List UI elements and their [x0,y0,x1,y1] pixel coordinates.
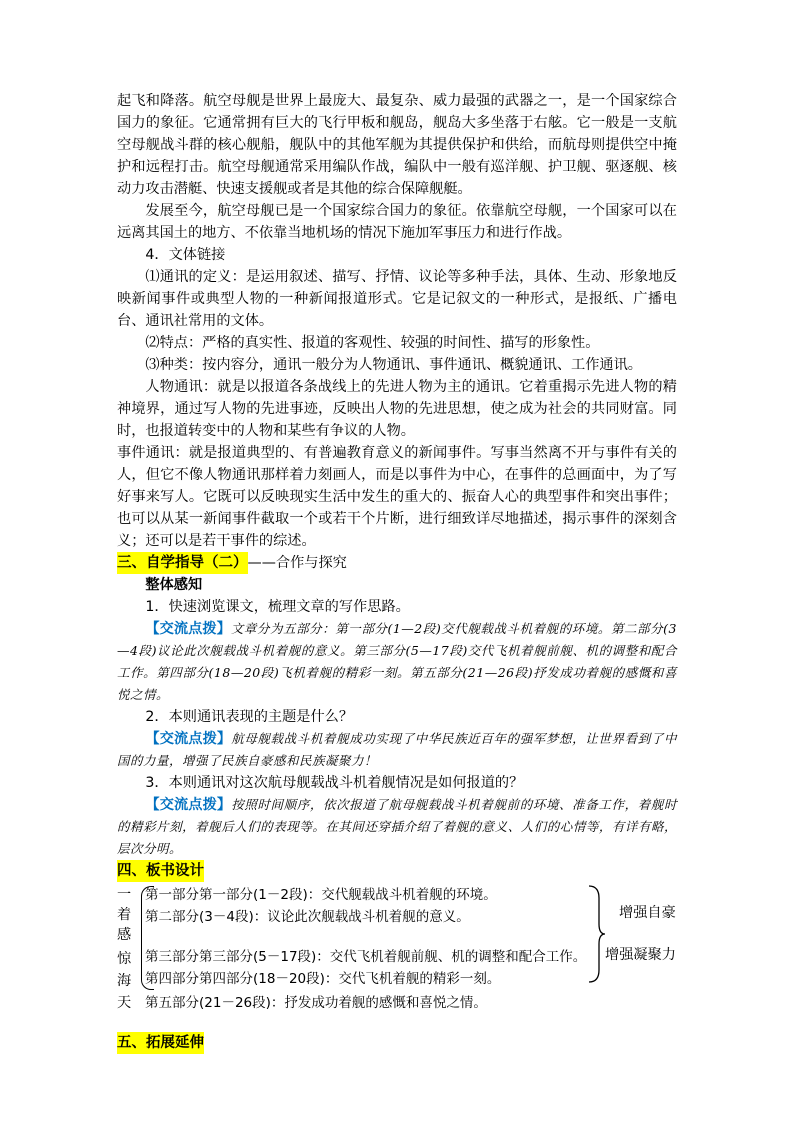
item-genre-link: 4．文体链接 [145,247,226,263]
board-vertical-char: 着 [117,907,132,923]
board-vertical-char: 海 [117,973,132,989]
answer-1-text: 文章分为五部分：第一部分(1—2段)交代舰载战斗机着舰的环境。第二部分(3—4段)议论此次舰载战斗机着舰的意义。第三部分(5—17段)交代飞机着舰前舰、机的调整和配合工作。第四部分(18—20段)飞机着舰的精彩一刻。第五部分(21—26段)抒发成功着舰的感慨和喜悦之情。 [117,621,677,702]
board-vertical-char: 感 [117,927,132,943]
question-3: 3．本则通讯对这次航母舰载战斗机着舰情况是如何报道的？ [145,775,524,791]
board-row: 第四部分第四部分(18－20段)：交代飞机着舰的精彩一刻。 [145,971,501,987]
board-vertical-char: 天 [117,995,132,1011]
answer-3-text: 按照时间顺序，依次报道了航母舰载战斗机着舰前的环境、准备工作，着舰时的精彩片刻，着舰后人们的表现等。在其间还穿插介绍了着舰的意义、人们的心情等，有详有略，层次分明。 [117,797,677,856]
paragraph-development: 发展至今，航空母舰已是一个国家综合国力的象征。依靠航空母舰，一个国家可以在远离其国土的地方、不依靠当地机场的情况下施加军事压力和进行作战。 [117,203,677,241]
answer-3 [117,794,677,860]
definition-news: ⑴通讯的定义：是运用叙述、描写、抒情、议论等多种手法，具体、生动、形象地反映新闻事件或典型人物的一种新闻报道形式。它是记叙文的一种形式，是报纸、广播电台、通讯社常用的文体。 [117,269,677,329]
question-1: 1．快速浏览课文，梳理文章的写作思路。 [145,599,410,615]
overall-perception: 整体感知 [145,577,203,593]
board-vertical-char: 惊 [117,951,132,967]
board-row: 第一部分第一部分(1－2段)：交代舰载战斗机着舰的环境。 [145,887,497,903]
board-row: 第二部分(3－4段)：议论此次舰载战斗机着舰的意义。 [145,909,470,925]
question-2: 2．本则通讯表现的主题是什么？ [145,709,354,725]
definition-types: ⑶种类：按内容分，通讯一般分为人物通讯、事件通讯、概貌通讯、工作通讯。 [145,357,642,373]
answer-tag: 【交流点拨】 [145,797,232,813]
answer-tag: 【交流点拨】 [145,731,232,747]
right-brace-icon [587,884,607,984]
answer-2-text: 航母舰载战斗机着舰成功实现了中华民族近百年的强军梦想，让世界看到了中国的力量，增强了民族自豪感和民族凝聚力！ [117,731,677,768]
section-4-heading [117,860,677,882]
answer-1 [117,618,677,706]
document-page [117,90,677,1054]
answer-tag: 【交流点拨】 [145,621,231,637]
definition-features: ⑵特点：严格的真实性、报道的客观性、较强的时间性、描写的形象性。 [145,335,600,351]
spacer [117,1014,677,1032]
section-3-heading [117,552,677,574]
board-vertical-char: 一 [117,887,132,903]
people-news: 人物通讯：就是以报道各条战线上的先进人物为主的通讯。它着重揭示先进人物的精神境界，通过写人物的先进事迹，反映出人物的先进思想，使之成为社会的共同财富。同时，也报道转变中的人物和某些有争议的人物。 [117,379,677,439]
board-right-cohesion: 增强凝聚力 [605,947,676,963]
board-right-pride: 增强自豪 [619,905,676,921]
board-row: 第三部分第三部分(5－17段)：交代飞机着舰前舰、机的调整和配合工作。 [145,949,587,965]
section-4-title: 四、板书设计 [117,860,204,882]
section-3-title: 三、自学指导（二） [117,552,248,574]
section-5-title: 五、拓展延伸 [117,1032,204,1054]
section-3-subtitle: ——合作与探究 [247,555,347,571]
board-row: 第五部分(21－26段)：抒发成功着舰的感慨和喜悦之情。 [145,995,487,1011]
answer-2 [117,728,677,772]
board-design [117,884,677,1014]
paragraph-carrier-intro: 起飞和降落。航空母舰是世界上最庞大、最复杂、威力最强的武器之一，是一个国家综合国力的象征。它通常拥有巨大的飞行甲板和舰岛，舰岛大多坐落于右舷。它一般是一支航空母舰战斗群的核心舰船，舰队中的其他军舰为其提供保护和供给，而航母则提供空中掩护和远程打击。航空母舰通常采用编队作战，编队中一般有巡洋舰、护卫舰、驱逐舰、核动力攻击潜艇、快速支援舰或者是其他的综合保障舰艇。 [117,93,677,197]
section-5-heading [117,1032,677,1054]
event-news: 事件通讯：就是报道典型的、有普遍教育意义的新闻事件。写事当然离不开与事件有关的人，但它不像人物通讯那样着力刻画人，而是以事件为中心，在事件的总画面中，为了写好事来写人。它既可以反映现实生活中发生的重大的、振奋人心的典型事件和突出事件；也可以从某一新闻事件截取一个或若干个片断，进行细致详尽地描述，揭示事件的深刻含义；还可以是若干事件的综述。 [117,445,677,549]
